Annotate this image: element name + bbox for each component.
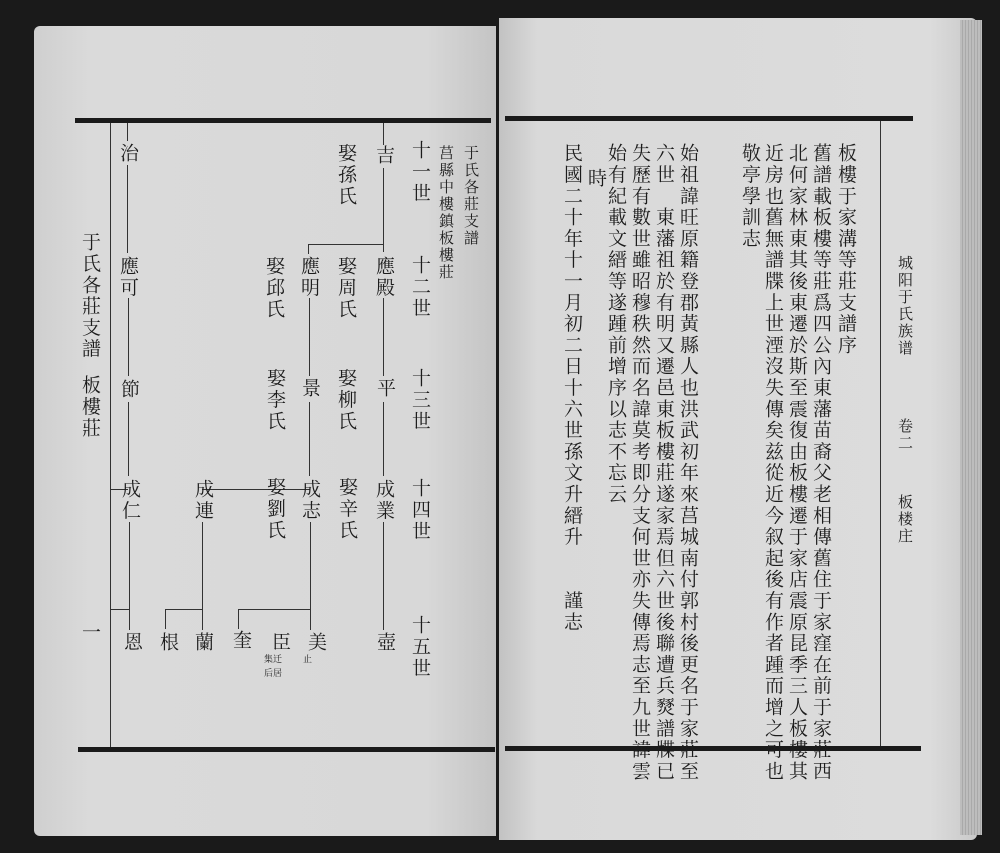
generation-15: 十五世 <box>409 615 431 679</box>
tree-line <box>128 298 129 376</box>
tree-line <box>383 402 384 476</box>
tree-line <box>127 165 128 253</box>
page-number: 一 <box>79 622 101 644</box>
spouse-chengzhi: 娶劉氏 <box>264 477 286 541</box>
tree-line <box>165 609 166 629</box>
tree-line <box>202 522 203 630</box>
top-rule-right <box>505 116 913 121</box>
preface-column: 六世 東藩祖於有明又遷邑東板樓莊遂家焉但六世後聯遭兵燹譜牒已 <box>653 143 675 782</box>
person-chengren: 成仁 <box>119 479 141 522</box>
preface-column: 失歷有數世雖昭穆秩然而名諱莫考即分支何世亦失傳焉志至九世諱雲 <box>629 143 651 782</box>
preface-time-label: 時 <box>585 168 607 190</box>
person-yingke: 應可 <box>117 256 139 299</box>
person-mei: 美 <box>305 632 327 654</box>
preface-column: 北何家林東其後東遷於斯至震復由板樓遷于家店震原昆季三人板樓其 <box>786 143 808 782</box>
tree-line <box>238 609 310 610</box>
spouse-ji: 娶孫氏 <box>335 143 357 207</box>
note-chen-1: 集迁 <box>264 655 283 665</box>
spouse-chengye: 娶辛氏 <box>336 477 358 541</box>
right-border-line <box>880 121 881 746</box>
person-ji: 吉 <box>373 145 395 167</box>
left-margin-branch: 板樓莊 <box>79 375 101 439</box>
spouse-yingdian: 娶周氏 <box>335 256 357 320</box>
left-margin-title: 于氏各莊支譜 <box>79 232 101 360</box>
preface-column: 近房也舊無譜牒上世湮沒失傳矣兹從近今叙起後有作者踵而增之可也 <box>762 143 784 782</box>
branch-label: 板楼庄 <box>896 494 914 545</box>
preface-column: 始有紀載文縉等遂踵前增序以志不忘云 <box>605 143 627 506</box>
tree-line <box>127 123 128 141</box>
generation-12: 十二世 <box>409 255 431 319</box>
spouse-yingming: 娶邱氏 <box>263 256 285 320</box>
page-edges <box>960 20 982 835</box>
genealogy-title: 于氏各莊支譜 <box>462 145 480 247</box>
generation-13: 十三世 <box>409 368 431 432</box>
tree-line <box>383 168 384 252</box>
tree-line <box>129 522 130 630</box>
tree-line <box>128 402 129 476</box>
person-chengzhi: 成志 <box>299 479 321 522</box>
preface-title: 板樓于家溝等莊支譜序 <box>835 143 857 356</box>
tree-line <box>383 522 384 630</box>
note-mei: 止 <box>303 655 313 665</box>
person-kui: 奎 <box>230 630 252 652</box>
tree-line <box>309 402 310 476</box>
bottom-rule-left <box>78 747 495 752</box>
preface-column: 舊譜載板樓等莊爲四公內東藩苗裔父老相傳舊住于家窪在前于家莊西 <box>810 143 832 782</box>
tree-line <box>383 123 384 145</box>
person-en: 恩 <box>121 632 143 654</box>
tree-line <box>308 244 384 245</box>
spouse-ping: 娶柳氏 <box>335 368 357 432</box>
person-chengye: 成業 <box>373 479 395 522</box>
tree-line <box>202 489 310 490</box>
tree-line <box>308 244 309 254</box>
right-margin-title: 城阳于氏族谱 <box>896 255 914 357</box>
person-gen: 根 <box>157 632 179 654</box>
tree-line <box>309 298 310 376</box>
person-yingming: 應明 <box>298 256 320 299</box>
person-chenglian: 成連 <box>192 479 214 522</box>
tree-line <box>383 298 384 376</box>
person-chen: 臣 <box>269 632 291 654</box>
tree-line <box>238 609 239 629</box>
generation-11: 十一世 <box>409 140 431 204</box>
person-yingdian: 應殿 <box>373 256 395 299</box>
preface-date-signature: 民國二十年十一月初二日十六世孫文升縉升 謹志 <box>561 143 583 633</box>
note-chen-2: 后居 <box>264 669 283 679</box>
person-jie: 節 <box>118 379 140 401</box>
person-ping: 平 <box>374 378 396 400</box>
top-rule-left <box>75 118 491 123</box>
left-border-line <box>110 123 111 747</box>
volume-label: 卷二 <box>896 418 914 452</box>
person-hu: 壺 <box>374 632 396 654</box>
person-zhi: 治 <box>117 143 139 165</box>
preface-author: 敬亭學訓志 <box>739 143 761 250</box>
tree-line <box>110 609 130 610</box>
tree-line <box>310 522 311 630</box>
tree-line <box>165 609 203 610</box>
person-jing: 景 <box>299 378 321 400</box>
spouse-jing: 娶李氏 <box>264 368 286 432</box>
location-title: 莒縣中樓鎮板樓莊 <box>437 145 455 281</box>
generation-14: 十四世 <box>409 478 431 542</box>
preface-column: 始祖諱旺原籍登郡黃縣人也洪武初年來莒城南付郭村後更名于家莊至 <box>677 143 699 782</box>
person-lan: 蘭 <box>192 632 214 654</box>
bottom-rule-right <box>505 746 921 751</box>
